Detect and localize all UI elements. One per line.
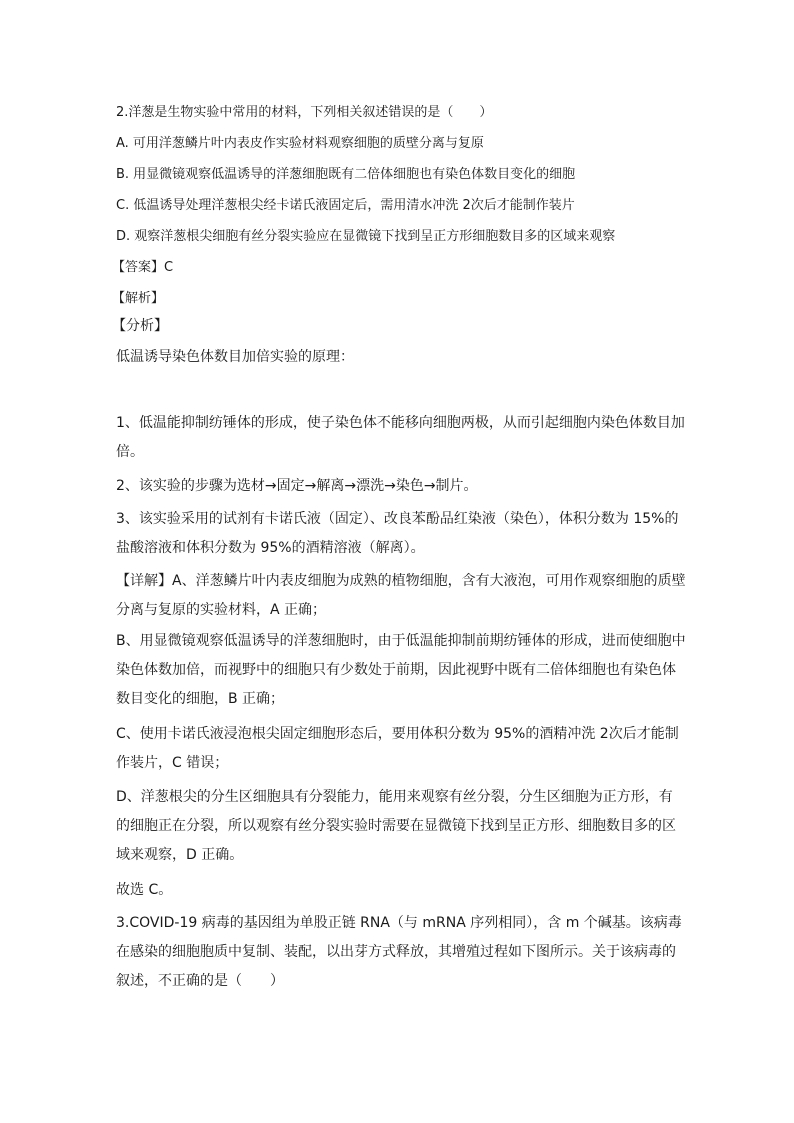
principle-item-1: 1、低温能抑制纺锤体的形成，使子染色体不能移向细胞两极，从而引起细胞内染色体数目加倍。 xyxy=(116,415,685,460)
analysis-label: 【解析】 xyxy=(112,291,165,306)
answer-label: 【答案】C xyxy=(112,260,174,275)
question-2-option-c: C. 低温诱导处理洋葱根尖经卡诺氏液固定后，需用清水冲洗 2次后才能制作装片 xyxy=(116,198,575,213)
question-2-option-d: D. 观察洋葱根尖细胞有丝分裂实验应在显微镜下找到呈正方形细胞数目多的区域来观察 xyxy=(116,229,616,244)
detail-c: C、使用卡诺氏液浸泡根尖固定细胞形态后，要用体积分数为 95%的酒精冲洗 2次后才能制作装片，C 错误； xyxy=(116,726,679,771)
question-3-stem: 3.COVID-19 病毒的基因组为单股正链 RNA（与 mRNA 序列相同），含 m 个碱基。该病毒在感染的细胞胞质中复制、装配，以出芽方式释放，其增殖过程如下图所示。关于该病毒的叙述，不正确的是（ ） xyxy=(116,915,682,989)
fenxi-label: 【分析】 xyxy=(112,318,168,334)
question-2-stem: 2.洋葱是生物实验中常用的材料，下列相关叙述错误的是（ ） xyxy=(116,105,493,120)
question-2-option-b: B. 用显微镜观察低温诱导的洋葱细胞既有二倍体细胞也有染色体数目变化的细胞 xyxy=(116,167,576,182)
principle-title: 低温诱导染色体数目加倍实验的原理： xyxy=(116,349,354,365)
detail-a: 【详解】A、洋葱鳞片叶内表皮细胞为成熟的植物细胞，含有大液泡，可用作观察细胞的质壁分离与复原的实验材料，A 正确； xyxy=(116,573,686,618)
choice-conclusion: 故选 C。 xyxy=(116,882,173,898)
detail-b: B、用显微镜观察低温诱导的洋葱细胞时，由于低温能抑制前期纺锤体的形成，进而使细胞中染色体数加倍，而视野中的细胞只有少数处于前期，因此视野中既有二倍体细胞也有染色体数目变化的细胞，B 正确； xyxy=(116,633,686,707)
principle-item-2: 2、该实验的步骤为选材→固定→解离→漂洗→染色→制片。 xyxy=(116,478,478,494)
detail-d: D、洋葱根尖的分生区细胞具有分裂能力，能用来观察有丝分裂，分生区细胞为正方形，有的细胞正在分裂，所以观察有丝分裂实验时需要在显微镜下找到呈正方形、细胞数目多的区域来观察，D 正确。 xyxy=(116,789,676,863)
question-2-option-a: A. 可用洋葱鳞片叶内表皮作实验材料观察细胞的质壁分离与复原 xyxy=(116,136,484,151)
principle-item-3: 3、该实验采用的试剂有卡诺氏液（固定）、改良苯酚品红染液（染色），体积分数为 15%的盐酸溶液和体积分数为 95%的酒精溶液（解离）。 xyxy=(116,511,679,556)
